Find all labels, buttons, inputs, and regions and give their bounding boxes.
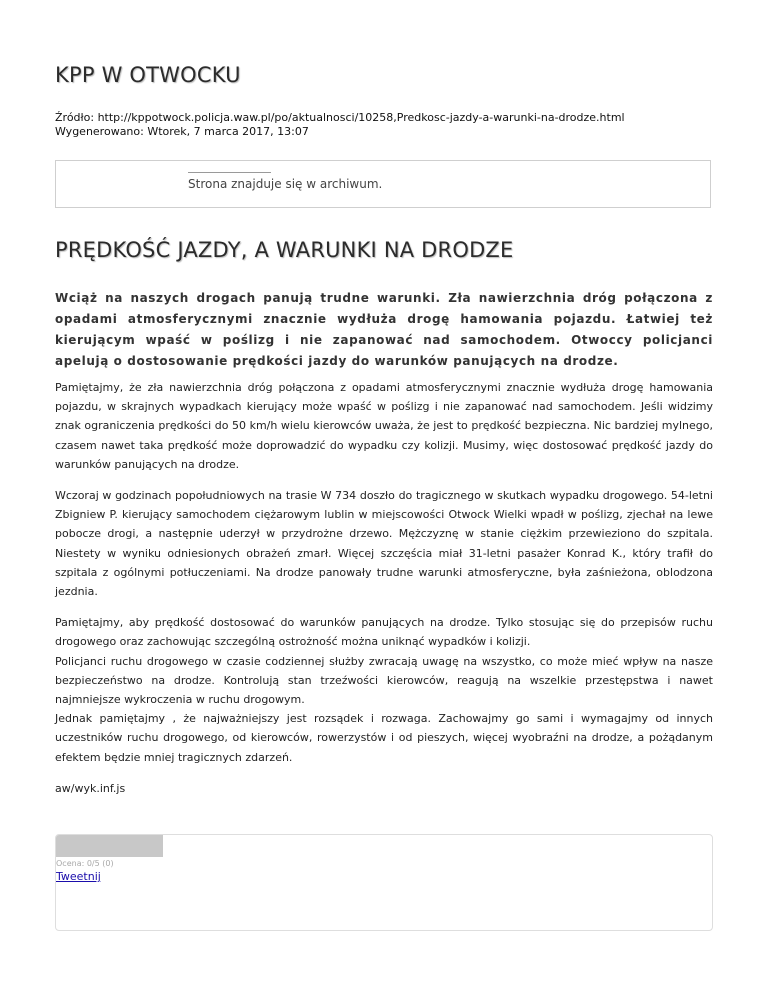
archive-divider: [188, 172, 271, 173]
rating-stars-bar[interactable]: [56, 835, 163, 857]
article-paragraph: Policjanci ruchu drogowego w czasie codziennej służby zwracają uwagę na wszystko, co może mieć wpływ na nasze bezpieczeństwo na drodze. Kontrolują stan trzeźwości kierowców, reagują na wszelkie przestępstwa i nawet najmniejsze wykroczenia w ruchu drogowym.: [55, 654, 713, 707]
archive-notice-box: [55, 160, 711, 208]
site-title: KPP W OTWOCKU: [55, 63, 241, 87]
rating-box: [55, 834, 713, 931]
article-signature: aw/wyk.inf.js: [55, 781, 126, 795]
article-paragraph: Pamiętajmy, że zła nawierzchnia dróg połączona z opadami atmosferycznymi znacznie wydłuża drogę hamowania pojazdu, w skrajnych wypadkach kierujący może wpaść w poślizg i nie zapanować nad samochodem. Jeśli widzimy znak ograniczenia prędkości do 50 km/h wielu kierowców uważa, że jest to prędkość bezpieczna. Nic bardziej mylnego, czasem nawet taka prędkość może doprowadzić do wypadku czy kolizji. Musimy, więc dostosować prędkość jazdy do warunków panujących na drodze.: [55, 381, 713, 471]
article-paragraph: Pamiętajmy, aby prędkość dostosować do warunków panujących na drodze. Tylko stosując się do przepisów ruchu drogowego oraz zachowując szczególną ostrożność można uniknąć wypadków i kolizji.: [55, 616, 713, 649]
source-url: Źródło: http://kppotwock.policja.waw.pl/po/aktualnosci/10258,Predkosc-jazdy-a-warunki-na-drodze.html: [55, 111, 625, 124]
generated-date: Wygenerowano: Wtorek, 7 marca 2017, 13:07: [55, 125, 309, 138]
archive-notice: Strona znajduje się w archiwum.: [188, 177, 383, 191]
rating-label: Ocena: 0/5 (0): [56, 859, 114, 868]
article-body: [55, 378, 713, 810]
article-paragraph: Wczoraj w godzinach popołudniowych na trasie W 734 doszło do tragicznego w skutkach wypadku drogowego. 54-letni Zbigniew P. kierujący samochodem ciężarowym lublin w miejscowości Otwock Wielki wpadł w poślizg, zjechał na lewe pobocze drogi, a następnie uderzył w przydrożne drzewo. Mężczyznę w stanie ciężkim przewieziono do szpitala. Niestety w wyniku odniesionych obrażeń zmarł. Więcej szczęścia miał 31-letni pasażer Konrad K., który trafił do szpitala z ogólnymi potłuczeniami. Na drodze panowały trudne warunki atmosferyczne, była zaśnieżona, oblodzona jezdnia.: [55, 489, 713, 599]
tweet-link[interactable]: Tweetnij: [56, 870, 101, 883]
article-paragraph: Jednak pamiętajmy , że najważniejszy jest rozsądek i rozwaga. Zachowajmy go sami i wymagajmy od innych uczestników ruchu drogowego, od kierowców, rowerzystów i od pieszych, więcej wyobraźni na drodze, a pożądanym efektem będzie mniej tragicznych zdarzeń.: [55, 712, 713, 764]
article-title: PRĘDKOŚĆ JAZDY, A WARUNKI NA DRODZE: [55, 238, 514, 262]
article-lead: Wciąż na naszych drogach panują trudne warunki. Zła nawierzchnia dróg połączona z opadami atmosferycznymi znacznie wydłuża drogę hamowania pojazdu. Łatwiej też kierującym wpaść w poślizg i nie zapanować nad samochodem. Otwoccy policjanci apelują o dostosowanie prędkości jazdy do warunków panujących na drodze.: [55, 291, 713, 368]
print-meta: [55, 111, 625, 139]
